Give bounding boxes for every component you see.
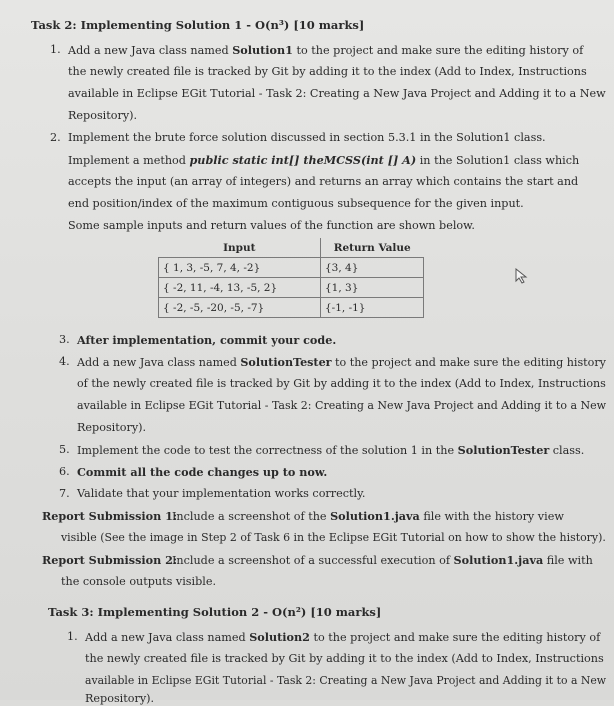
report1-label: Report Submission 1: (42, 509, 178, 523)
task3-item1-line4: Repository). (85, 692, 155, 705)
task2-item2-number: 2. (50, 131, 61, 144)
task2-item1-line4: Repository). (68, 109, 138, 122)
report1-line1: Include a screenshot of the Solution1.java file with the history view (172, 509, 564, 523)
report1-line2: visible (See the image in Step 2 of Task 6 in the Eclipse EGit Tutorial on how to show the history). (61, 531, 606, 544)
task2-item2-line3: accepts the input (an array of integers) and returns an array which contains the start and (68, 175, 579, 188)
table-cell-return: {3, 4} (321, 258, 424, 278)
report2-line1: Include a screenshot of a successful execution of Solution1.java file with (172, 553, 593, 567)
table-row (159, 278, 424, 298)
report2-line2: the console outputs visible. (61, 575, 217, 588)
task3-heading: Task 3: Implementing Solution 2 - O(n²) [10 marks] (48, 605, 382, 619)
table-cell-return: {-1, -1} (321, 298, 424, 318)
task2-item5-text: Implement the code to test the correctness of the solution 1 in the SolutionTester class. (77, 443, 585, 457)
task3-item1-line2: the newly created file is tracked by Git by adding it to the index (Add to Index, Instructions (85, 652, 604, 665)
task2-item2-line2: Implement a method public static int[] theMCSS(int [] A) in the Solution1 class which (68, 153, 580, 167)
table-header-row (159, 238, 424, 258)
task3-item1-line3: available in Eclipse EGit Tutorial - Task 2: Creating a New Java Project and Adding it to a New (85, 674, 607, 687)
task2-item1-line1: Add a new Java class named Solution1 to the project and make sure the editing history of (68, 43, 584, 57)
task3-item1-number: 1. (67, 630, 78, 643)
task2-item1-line3: available in Eclipse EGit Tutorial - Task 2: Creating a New Java Project and Adding it to a New (68, 87, 606, 100)
table-header-input: Input (159, 238, 321, 258)
task2-item5-number: 5. (59, 443, 70, 456)
table-cell-input: { -2, 11, -4, 13, -5, 2} (159, 278, 321, 298)
table-cell-input: { -2, -5, -20, -5, -7} (159, 298, 321, 318)
task2-item1-line2: the newly created file is tracked by Git by adding it to the index (Add to Index, Instructions (68, 65, 587, 78)
task2-item4-line1: Add a new Java class named SolutionTester to the project and make sure the editing history (77, 355, 606, 369)
task2-item3-number: 3. (59, 333, 70, 346)
task2-item4-number: 4. (59, 355, 70, 368)
task2-heading: Task 2: Implementing Solution 1 - O(n³) [10 marks] (31, 18, 365, 32)
table-cell-return: {1, 3} (321, 278, 424, 298)
table-row (159, 258, 424, 278)
task2-item4-line4: Repository). (77, 421, 147, 434)
task2-item3-text: After implementation, commit your code. (77, 333, 337, 347)
mouse-pointer-icon (515, 268, 529, 284)
task2-item2-line5: Some sample inputs and return values of the function are shown below. (68, 219, 475, 232)
table-row (159, 298, 424, 318)
report2-label: Report Submission 2: (42, 553, 178, 567)
table-header-return: Return Value (321, 238, 424, 258)
task2-item7-number: 7. (59, 487, 70, 500)
task3-item1-line1: Add a new Java class named Solution2 to the project and make sure the editing history of (85, 630, 601, 644)
task2-item4-line2: of the newly created file is tracked by Git by adding it to the index (Add to Index, Instructions (77, 377, 606, 390)
task2-item6-text: Commit all the code changes up to now. (77, 465, 328, 479)
task2-item4-line3: available in Eclipse EGit Tutorial - Task 2: Creating a New Java Project and Adding it to a New (77, 399, 607, 412)
task2-item2-line1: Implement the brute force solution discussed in section 5.3.1 in the Solution1 class. (68, 131, 546, 144)
task2-item7-text: Validate that your implementation works correctly. (77, 487, 366, 500)
table-cell-input: { 1, 3, -5, 7, 4, -2} (159, 258, 321, 278)
task2-item2-line4: end position/index of the maximum contiguous subsequence for the given input. (68, 197, 524, 210)
sample-io-table (158, 238, 424, 318)
task2-item6-number: 6. (59, 465, 70, 478)
task2-item1-number: 1. (50, 43, 61, 56)
